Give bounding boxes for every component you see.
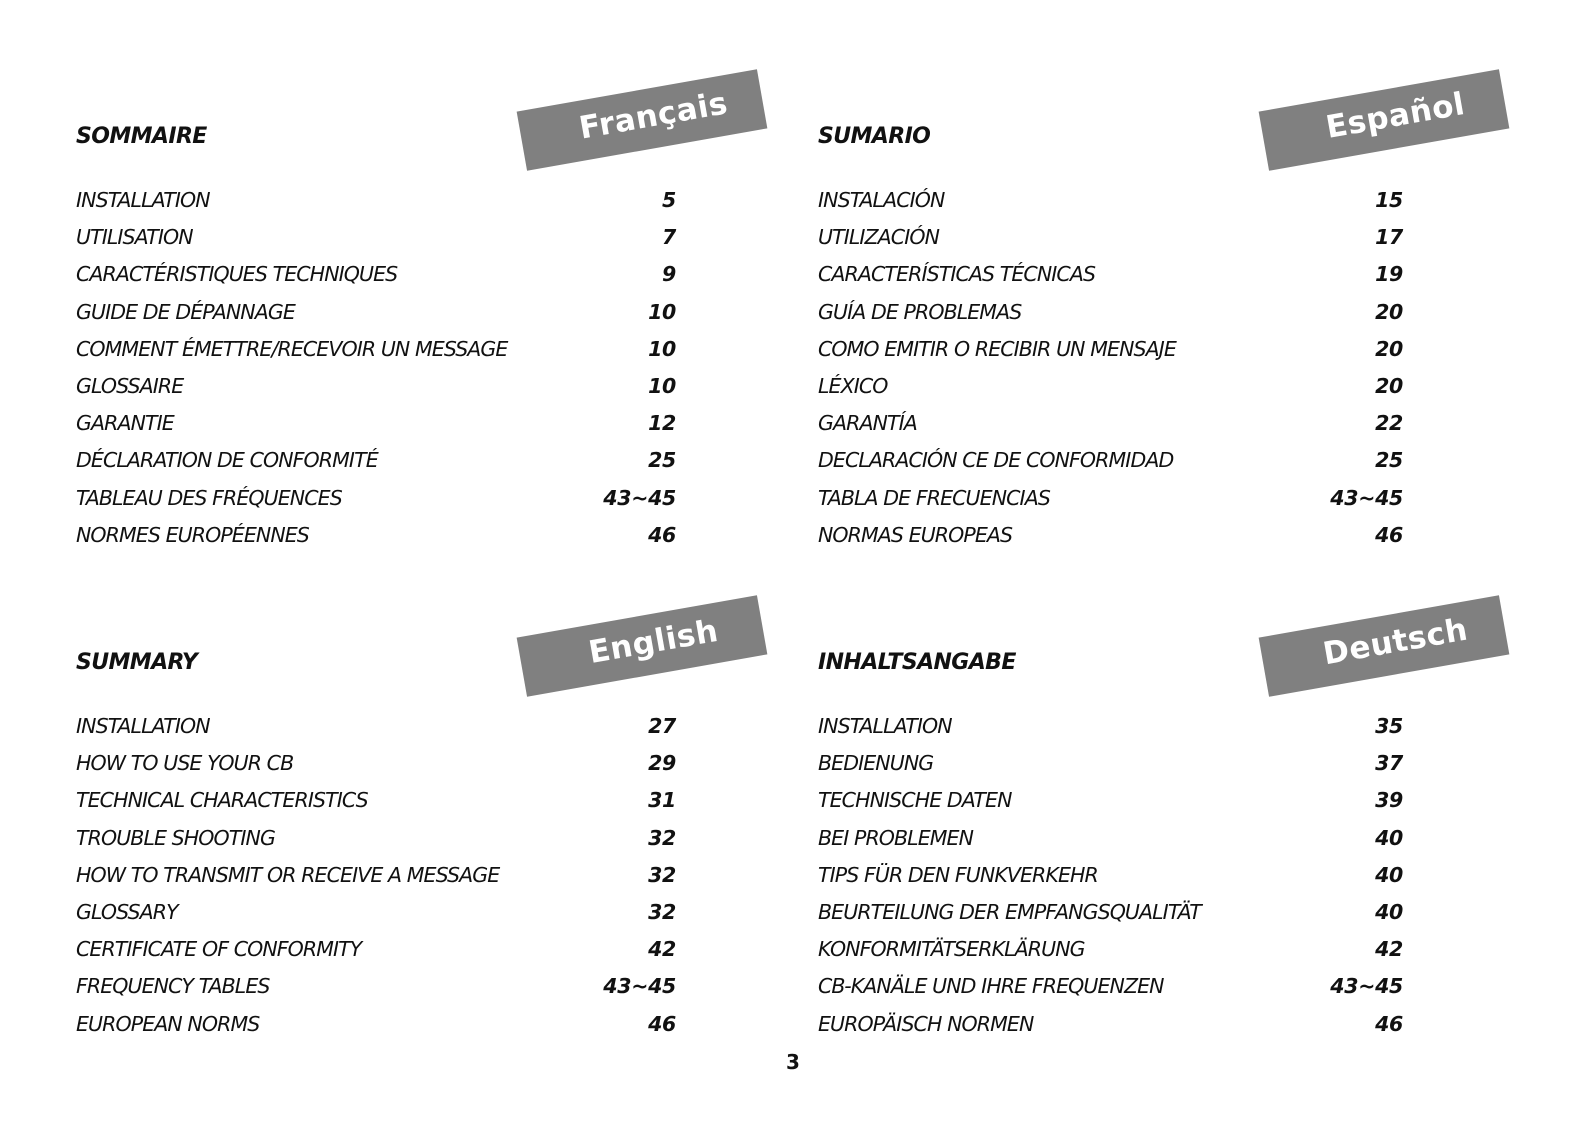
toc-entry-title: COMMENT ÉMETTRE/RECEVOIR UN MESSAGE bbox=[76, 336, 508, 361]
toc-entry-page: 10 bbox=[648, 299, 676, 324]
toc-entry-page: 46 bbox=[648, 1011, 676, 1036]
toc-entry bbox=[818, 182, 1403, 219]
toc-entry-title: UTILIZACIÓN bbox=[818, 225, 940, 250]
toc-entry-title: NORMAS EUROPEAS bbox=[818, 522, 1013, 547]
toc-entry bbox=[76, 968, 676, 1005]
toc-entry bbox=[818, 1006, 1403, 1043]
section-heading: SUMARIO bbox=[818, 124, 931, 149]
language-label: Español bbox=[1323, 86, 1468, 146]
toc-entry-title: COMO EMITIR O RECIBIR UN MENSAJE bbox=[818, 336, 1176, 361]
toc-entry-page: 35 bbox=[1375, 714, 1403, 738]
toc-entry-title: EUROPÄISCH NORMEN bbox=[818, 1011, 1034, 1036]
toc-entry-title: TROUBLE SHOOTING bbox=[76, 825, 275, 850]
language-banner-german bbox=[1259, 595, 1510, 696]
toc-entry-page: 19 bbox=[1375, 262, 1403, 287]
toc-entry-page: 46 bbox=[1375, 522, 1403, 547]
toc-entry-title: DÉCLARATION DE CONFORMITÉ bbox=[76, 448, 378, 473]
toc-entry-page: 40 bbox=[1375, 825, 1403, 850]
toc-section-french bbox=[76, 72, 776, 547]
toc-entry-title: CARACTÉRISTIQUES TECHNIQUES bbox=[76, 262, 398, 287]
toc-entry-page: 20 bbox=[1375, 373, 1403, 398]
language-label: Français bbox=[576, 85, 731, 147]
toc-entry bbox=[818, 442, 1403, 479]
toc-entry-title: TABLEAU DES FRÉQUENCES bbox=[76, 485, 342, 510]
toc-entry-page: 43~45 bbox=[1330, 485, 1403, 510]
toc-entry bbox=[818, 256, 1403, 293]
toc-entry-page: 40 bbox=[1375, 862, 1403, 887]
toc-entry-page: 7 bbox=[662, 225, 676, 250]
toc-entry-page: 5 bbox=[662, 188, 676, 212]
toc-entry-title: UTILISATION bbox=[76, 225, 193, 250]
toc-entry bbox=[818, 405, 1403, 442]
section-heading: SUMMARY bbox=[76, 650, 198, 675]
toc-entry-title: NORMES EUROPÉENNES bbox=[76, 522, 309, 547]
toc-entry bbox=[818, 894, 1403, 931]
toc-entry-page: 10 bbox=[648, 373, 676, 398]
toc-entry-title: KONFORMITÄTSERKLÄRUNG bbox=[818, 937, 1085, 962]
toc-entry bbox=[818, 480, 1403, 517]
language-label: English bbox=[585, 612, 721, 672]
toc-entry bbox=[818, 745, 1403, 782]
toc-entry bbox=[818, 219, 1403, 256]
toc-entry-title: TIPS FÜR DEN FUNKVERKEHR bbox=[818, 862, 1098, 887]
toc-entry bbox=[76, 894, 676, 931]
language-banner-english bbox=[517, 595, 768, 696]
toc-entry-title: CERTIFICATE OF CONFORMITY bbox=[76, 937, 362, 962]
language-banner-spanish bbox=[1259, 69, 1510, 170]
toc-entry-title: INSTALLATION bbox=[818, 714, 952, 738]
toc-entry bbox=[818, 857, 1403, 894]
toc-entry-page: 43~45 bbox=[1330, 974, 1403, 999]
toc-entry bbox=[818, 331, 1403, 368]
toc-entry-page: 32 bbox=[648, 899, 676, 924]
toc-entry-page: 43~45 bbox=[603, 974, 676, 999]
page-number: 3 bbox=[786, 1050, 800, 1074]
toc-entry-page: 27 bbox=[648, 714, 676, 738]
toc-entry bbox=[76, 1006, 676, 1043]
toc-entry-title: DECLARACIÓN CE DE CONFORMIDAD bbox=[818, 448, 1174, 473]
toc-entry-page: 43~45 bbox=[603, 485, 676, 510]
toc-section-english bbox=[76, 598, 776, 1068]
toc-entry-page: 22 bbox=[1375, 411, 1403, 436]
toc-entry-title: GARANTIE bbox=[76, 411, 174, 436]
toc-list bbox=[818, 182, 1403, 554]
toc-entry-page: 9 bbox=[662, 262, 676, 287]
toc-entry-page: 25 bbox=[648, 448, 676, 473]
toc-entry bbox=[818, 931, 1403, 968]
toc-entry bbox=[818, 368, 1403, 405]
toc-entry-title: TABLA DE FRECUENCIAS bbox=[818, 485, 1050, 510]
toc-entry-title: TECHNISCHE DATEN bbox=[818, 788, 1012, 813]
toc-entry-page: 17 bbox=[1375, 225, 1403, 250]
toc-entry bbox=[818, 517, 1403, 554]
toc-entry bbox=[76, 480, 676, 517]
toc-entry-title: BEDIENUNG bbox=[818, 751, 934, 776]
section-heading: INHALTSANGABE bbox=[818, 650, 1016, 675]
toc-entry-title: GLOSSAIRE bbox=[76, 373, 184, 398]
toc-entry bbox=[76, 931, 676, 968]
toc-list bbox=[818, 708, 1403, 1043]
toc-entry-page: 37 bbox=[1375, 751, 1403, 776]
language-label: Deutsch bbox=[1320, 611, 1471, 673]
toc-entry bbox=[818, 708, 1403, 745]
toc-entry bbox=[76, 782, 676, 819]
toc-entry-title: BEI PROBLEMEN bbox=[818, 825, 974, 850]
toc-entry bbox=[76, 517, 676, 554]
toc-entry bbox=[76, 405, 676, 442]
toc-list bbox=[76, 708, 676, 1043]
toc-entry-page: 20 bbox=[1375, 336, 1403, 361]
toc-entry-title: INSTALACIÓN bbox=[818, 188, 945, 212]
toc-entry-title: CARACTERÍSTICAS TÉCNICAS bbox=[818, 262, 1096, 287]
toc-entry-page: 15 bbox=[1375, 188, 1403, 212]
toc-entry-title: GUIDE DE DÉPANNAGE bbox=[76, 299, 295, 324]
toc-entry-page: 46 bbox=[1375, 1011, 1403, 1036]
toc-entry bbox=[76, 182, 676, 219]
section-heading: SOMMAIRE bbox=[76, 124, 207, 149]
toc-entry bbox=[818, 782, 1403, 819]
toc-entry-title: INSTALLATION bbox=[76, 714, 210, 738]
toc-entry bbox=[818, 820, 1403, 857]
toc-entry-title: TECHNICAL CHARACTERISTICS bbox=[76, 788, 368, 813]
toc-entry bbox=[76, 256, 676, 293]
toc-entry-title: HOW TO USE YOUR CB bbox=[76, 751, 294, 776]
toc-entry-page: 42 bbox=[1375, 937, 1403, 962]
toc-entry-page: 25 bbox=[1375, 448, 1403, 473]
toc-entry bbox=[76, 442, 676, 479]
toc-entry-title: GUÍA DE PROBLEMAS bbox=[818, 299, 1022, 324]
toc-entry-title: CB-KANÄLE UND IHRE FREQUENZEN bbox=[818, 974, 1164, 999]
toc-entry bbox=[818, 968, 1403, 1005]
toc-list bbox=[76, 182, 676, 554]
toc-entry-title: BEURTEILUNG DER EMPFANGSQUALITÄT bbox=[818, 899, 1201, 924]
toc-entry bbox=[76, 294, 676, 331]
toc-entry-page: 39 bbox=[1375, 788, 1403, 813]
toc-entry-page: 29 bbox=[648, 751, 676, 776]
toc-entry bbox=[76, 857, 676, 894]
toc-entry bbox=[76, 219, 676, 256]
toc-entry bbox=[76, 745, 676, 782]
toc-entry-title: EUROPEAN NORMS bbox=[76, 1011, 260, 1036]
toc-entry-title: GLOSSARY bbox=[76, 899, 178, 924]
language-banner-french bbox=[517, 69, 768, 170]
toc-entry-title: GARANTÍA bbox=[818, 411, 917, 436]
toc-entry bbox=[76, 368, 676, 405]
toc-entry-page: 42 bbox=[648, 937, 676, 962]
toc-entry-page: 10 bbox=[648, 336, 676, 361]
toc-entry bbox=[76, 708, 676, 745]
toc-entry bbox=[76, 820, 676, 857]
toc-entry-page: 46 bbox=[648, 522, 676, 547]
toc-section-german bbox=[818, 598, 1518, 1068]
toc-entry-title: INSTALLATION bbox=[76, 188, 210, 212]
toc-entry-title: HOW TO TRANSMIT OR RECEIVE A MESSAGE bbox=[76, 862, 500, 887]
toc-entry-title: LÉXICO bbox=[818, 373, 888, 398]
toc-entry-page: 32 bbox=[648, 862, 676, 887]
toc-section-spanish bbox=[818, 72, 1518, 547]
toc-entry bbox=[818, 294, 1403, 331]
toc-entry-page: 12 bbox=[648, 411, 676, 436]
toc-entry bbox=[76, 331, 676, 368]
toc-entry-page: 40 bbox=[1375, 899, 1403, 924]
toc-entry-page: 32 bbox=[648, 825, 676, 850]
toc-entry-page: 31 bbox=[648, 788, 676, 813]
toc-entry-title: FREQUENCY TABLES bbox=[76, 974, 270, 999]
toc-entry-page: 20 bbox=[1375, 299, 1403, 324]
